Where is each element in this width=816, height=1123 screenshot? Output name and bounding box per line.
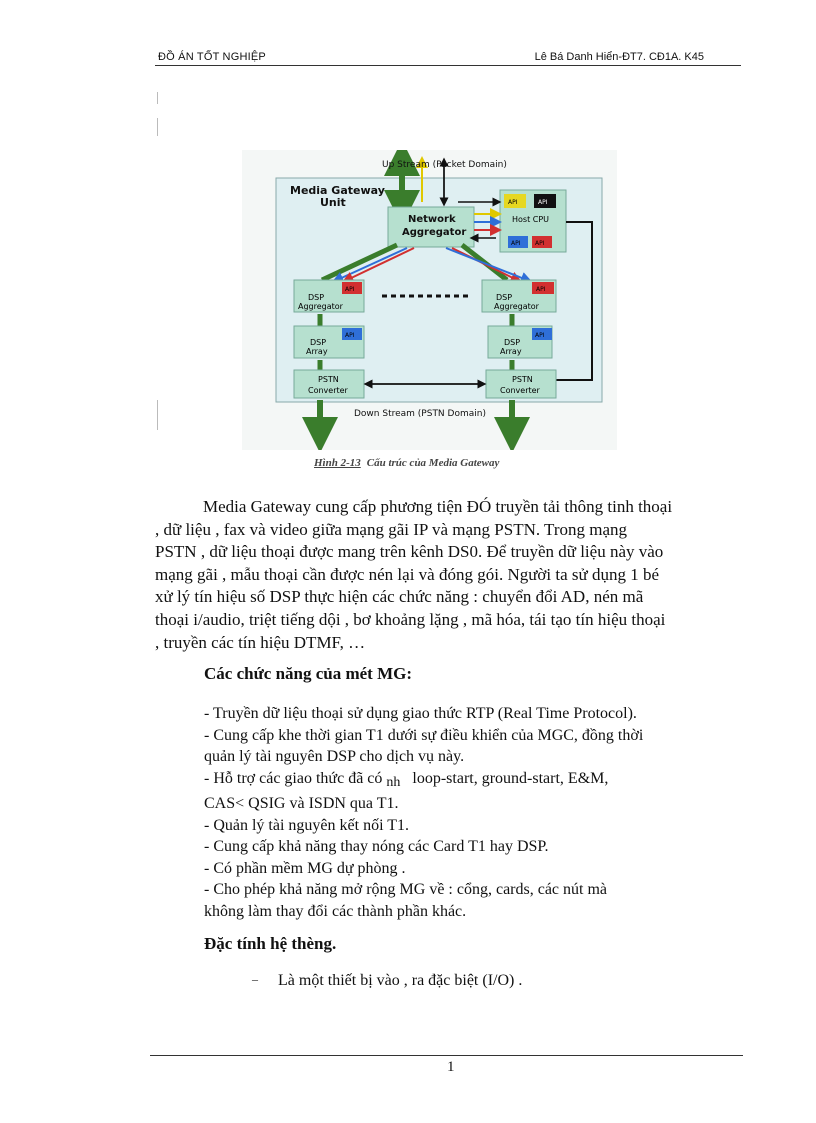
down-stream-label: Down Stream (PSTN Domain) xyxy=(354,409,486,419)
svg-text:Aggregator: Aggregator xyxy=(298,302,343,311)
paragraph-line: mạng gãi , mẫu thoại cần được nén lại và đóng gói. Người ta sử dụng 1 bé xyxy=(155,564,660,584)
svg-text:API: API xyxy=(535,240,545,247)
svg-text:API: API xyxy=(345,332,355,339)
paragraph-line: , truyền các tín hiệu DTMF, … xyxy=(155,632,366,652)
svg-text:DSP: DSP xyxy=(308,293,325,302)
list-item: quản lý tài nguyên DSP cho dịch vụ này. xyxy=(204,748,465,765)
figure-caption-text: Cấu trúc của Media Gateway xyxy=(366,457,500,469)
paragraph-line: thoại i/audio, triệt tiếng dội , bơ khoảng lặng , mã hóa, tái tạo tín hiệu thoại xyxy=(155,609,666,629)
paragraph-line: xử lý tín hiệu số DSP thực hiện các chức năng : chuyển đổi AD, nén mã xyxy=(155,587,644,607)
svg-text:API: API xyxy=(508,199,518,206)
feature-item xyxy=(252,972,522,990)
aggregator-label: Network xyxy=(408,214,456,225)
features-heading: Đặc tính hệ thèng. xyxy=(204,934,337,953)
svg-text:Aggregator: Aggregator xyxy=(494,302,539,311)
svg-text:API: API xyxy=(538,199,548,206)
svg-text:PSTN: PSTN xyxy=(318,375,339,384)
margin-tick xyxy=(157,92,158,104)
aggregator-label: Aggregator xyxy=(402,227,467,238)
svg-text:Converter: Converter xyxy=(500,386,540,395)
paragraph-line: , dữ liệu , fax và video giữa mạng gãi IP và mạng PSTN. Trong mạng xyxy=(155,519,628,539)
svg-text:PSTN: PSTN xyxy=(512,375,533,384)
svg-text:DSP: DSP xyxy=(504,338,521,347)
feature-text: Là một thiết bị vào , ra đặc biệt (I/O) . xyxy=(278,972,523,989)
page-number: 1 xyxy=(447,1059,455,1075)
list-item: - Có phần mềm MG dự phòng . xyxy=(204,859,406,877)
svg-text:API: API xyxy=(535,332,545,339)
body-paragraph xyxy=(155,496,735,654)
media-gateway-diagram xyxy=(242,150,617,450)
paragraph-line: Media Gateway cung cấp phương tiện ĐÓ truyền tải thông tinh thoại xyxy=(203,497,673,516)
list-item: - Quản lý tài nguyên kết nối T1. xyxy=(204,816,409,834)
bullet-dash: – xyxy=(252,972,258,986)
svg-text:Converter: Converter xyxy=(308,386,348,395)
host-cpu-label: Host CPU xyxy=(512,215,550,224)
margin-tick xyxy=(157,400,158,430)
header-left: ĐỒ ÁN TỐT NGHIỆP xyxy=(158,51,266,63)
up-stream-label: Up Stream (Packet Domain) xyxy=(382,160,507,170)
margin-tick xyxy=(157,118,158,136)
unit-title: Media Gateway xyxy=(290,184,385,197)
list-item: - Cung cấp khe thời gian T1 dưới sự điều khiển của MGC, đồng thời xyxy=(204,726,644,744)
svg-text:API: API xyxy=(345,286,355,293)
list-item: - Cung cấp khả năng thay nóng các Card T1 hay DSP. xyxy=(204,838,549,855)
list-item: CAS< QSIG và ISDN qua T1. xyxy=(204,795,399,812)
paragraph-line: PSTN , dữ liệu thoại được mang trên kênh DS0. Để truyền dữ liệu này vào xyxy=(155,542,664,562)
footer-rule xyxy=(150,1055,743,1056)
svg-text:Array: Array xyxy=(306,347,328,356)
header-rule xyxy=(155,65,741,66)
header-right: Lê Bá Danh Hiển-ĐT7. CĐ1A. K45 xyxy=(534,51,704,63)
list-item: - Truyền dữ liệu thoại sử dụng giao thức RTP (Real Time Protocol). xyxy=(204,705,637,722)
svg-text:DSP: DSP xyxy=(310,338,327,347)
svg-text:DSP: DSP xyxy=(496,293,513,302)
figure-number: Hình 2-13 xyxy=(314,457,361,469)
list-item: không làm thay đổi các thành phần khác. xyxy=(204,902,467,920)
svg-text:API: API xyxy=(511,240,521,247)
list-item: - Hỗ trợ các giao thức đã có nh loop-start, ground-start, E&M, xyxy=(204,769,609,790)
figure-caption xyxy=(314,457,499,469)
list-item: - Cho phép khả năng mở rộng MG về : cổng, cards, các nút mà xyxy=(204,881,608,898)
functions-list xyxy=(204,703,734,922)
functions-heading: Các chức năng của mét MG: xyxy=(204,664,413,683)
svg-text:Array: Array xyxy=(500,347,522,356)
unit-subtitle: Unit xyxy=(320,196,346,209)
svg-text:API: API xyxy=(536,286,546,293)
